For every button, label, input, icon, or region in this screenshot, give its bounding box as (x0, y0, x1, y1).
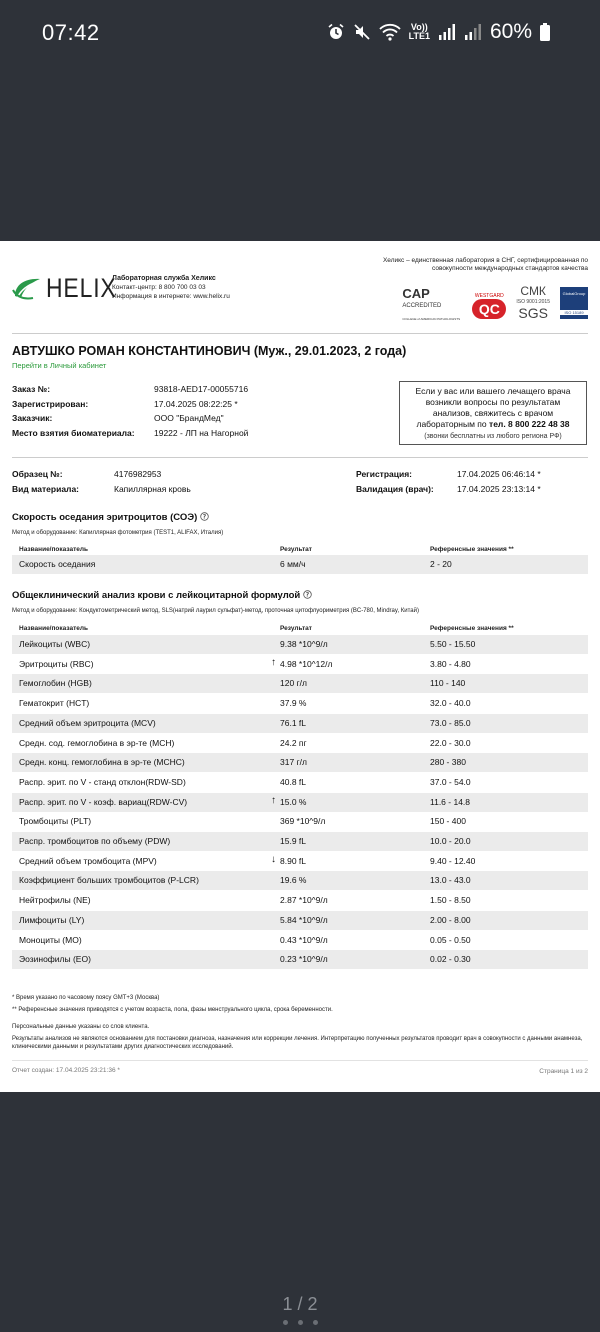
row-result: 8.90 fL (280, 855, 306, 866)
table-row (12, 891, 588, 910)
cmk-badge (516, 286, 550, 319)
row-ref: 2 - 20 (430, 559, 452, 569)
row-result: 15.0 % (280, 796, 307, 807)
cbc-method: Метод и оборудование: Кондуктометрический метод, SLS(натрий лаурил сульфат)-метод, проточная цитофлуориметрия (BC-780, Mindray, Китай) (12, 608, 419, 614)
page-indicator: 1 / 2 (282, 1294, 318, 1314)
svg-text:?: ? (305, 591, 310, 599)
row-ref: 1.50 - 8.50 (430, 895, 471, 906)
registered-value: 17.04.2025 08:22:25 * (154, 398, 238, 409)
helix-leaf-icon (12, 276, 42, 302)
reg-value: 17.04.2025 06:46:14 * (457, 469, 541, 479)
status-bar (0, 0, 600, 70)
row-name: Эозинофилы (EO) (19, 954, 91, 965)
row-result: 369 *10^9/л (280, 816, 326, 827)
customer-label: Заказчик: (12, 413, 53, 423)
callbox-line3: анализов, свяжитесь с врачом (432, 408, 554, 418)
table-row (12, 734, 588, 753)
row-result: 19.6 % (280, 875, 307, 886)
wifi-icon (379, 23, 401, 41)
valid-label: Валидация (врач): (356, 483, 434, 494)
order-labels (12, 382, 135, 440)
order-no-label: Заказ №: (12, 384, 51, 394)
page-dot[interactable] (283, 1320, 288, 1325)
registered-label: Зарегистрирован: (12, 398, 89, 409)
table-row (12, 753, 588, 772)
row-name: Скорость оседания (19, 559, 96, 569)
esr-col-ref: Референсные значения ** (430, 546, 514, 553)
cmk-label: СМК (520, 284, 546, 298)
material-value: Капиллярная кровь (114, 483, 191, 494)
gg-label: GlobalGroup (562, 291, 586, 296)
row-name: Лейкоциты (WBC) (19, 639, 91, 649)
battery-icon (540, 23, 550, 41)
table-row (12, 871, 588, 890)
patient-name: АВТУШКО РОМАН КОНСТАНТИНОВИЧ (Муж., 29.01.2023, 2 года) (12, 344, 407, 358)
page-number: Страница 1 из 2 (539, 1068, 588, 1075)
cap-badge (402, 287, 462, 319)
info-icon[interactable] (200, 512, 209, 521)
footnote-disclaimer: Результаты анализов не являются основанием для постановки диагноза, назначения или коррекции лечения. Интерпретацию полученных результатов проводит врач в совокупности с данными анамнеза, клиническими данными и результатами других диагностических исследований. (12, 1036, 583, 1050)
callbox-line2: возникли вопросы по результатам (425, 397, 561, 407)
row-result: 0.23 *10^9/л (280, 954, 328, 965)
row-name: Тромбоциты (PLT) (19, 816, 92, 827)
row-flag: ↑ (271, 794, 276, 806)
callbox-note: (звонки бесплатны из любого региона РФ) (424, 433, 562, 440)
esr-method: Метод и оборудование: Капиллярная фотометрия (TEST1, ALIFAX, Италия) (12, 530, 224, 536)
row-name: Гемоглобин (HGB) (19, 678, 92, 689)
row-name: Средний объем тромбоцита (MPV) (19, 855, 157, 866)
esr-col-result: Результат (280, 546, 312, 553)
table-row (12, 852, 588, 871)
doctor-call-box (399, 381, 587, 445)
row-flag: ↑ (271, 656, 276, 668)
table-row (12, 773, 588, 792)
volte-indicator (409, 23, 430, 41)
table-row (12, 832, 588, 851)
order-no: 93818-AED17-00055716 (154, 384, 249, 394)
page-dot[interactable] (298, 1320, 303, 1325)
signal-icon (438, 24, 456, 40)
table-row (12, 635, 588, 654)
row-name: Распр. эрит. по V - коэф. вариац(RDW-CV) (19, 796, 188, 807)
qc-top: WESTGARD (474, 293, 504, 299)
customer-value: ООО "БрандМед" (154, 413, 224, 423)
iso-plate: ISO 15189 (560, 310, 588, 315)
row-ref: 0.05 - 0.50 (430, 934, 471, 945)
row-ref: 9.40 - 12.40 (430, 855, 476, 866)
cap-sub: ACCREDITED (402, 303, 442, 309)
table-row (12, 911, 588, 930)
row-name: Распр. тромбоцитов по объему (PDW) (19, 836, 171, 846)
lab-title: Лабораторная служба Хеликс (112, 275, 216, 282)
valid-value: 17.04.2025 23:13:14 * (457, 483, 541, 494)
row-ref: 2.00 - 8.00 (430, 914, 471, 925)
helix-note: Хеликс – единственная лаборатория в СНГ, сертифицированная по совокупности международных стандартов качества (382, 257, 588, 272)
sample-values (114, 467, 191, 496)
esr-title (12, 512, 209, 523)
page-dot[interactable] (313, 1320, 318, 1325)
cap-title: CAP (402, 286, 430, 301)
row-name: Моноциты (MO) (19, 934, 82, 945)
place-label: Место взятия биоматериала: (12, 427, 135, 438)
reg-label: Регистрация: (356, 469, 413, 479)
row-result: 317 г/л (280, 757, 307, 768)
row-result: 76.1 fL (280, 717, 306, 728)
network-label: LTE1 (408, 31, 430, 41)
esr-title-text: Скорость оседания эритроцитов (СОЭ) (12, 512, 198, 523)
volte-label: Vo)) (410, 22, 428, 32)
row-flag: ↓ (271, 853, 276, 865)
row-name: Гематокрит (HCT) (19, 698, 90, 709)
westgard-badge (472, 293, 506, 319)
callbox-line1: Если у вас или вашего лечащего врача (415, 386, 571, 396)
cbc-col-name: Название/показатель (19, 625, 89, 632)
table-row (12, 931, 588, 950)
row-ref: 11.6 - 14.8 (430, 796, 471, 807)
cmk-small: ISO 9001:2015 (516, 299, 550, 305)
row-ref: 22.0 - 30.0 (430, 737, 471, 748)
cbc-col-ref: Референсные значения ** (430, 625, 514, 632)
contact-center: Контакт-центр: 8 800 700 03 03 (112, 284, 206, 291)
esr-col-name: Название/показатель (19, 546, 89, 553)
row-result: 40.8 fL (280, 776, 306, 787)
battery-percent: 60% (489, 20, 532, 43)
row-ref: 13.0 - 43.0 (430, 875, 471, 886)
cbc-title (12, 590, 312, 601)
sample-no: 4176982953 (114, 469, 162, 479)
row-result: 5.84 *10^9/л (280, 914, 328, 925)
row-name: Нейтрофилы (NE) (19, 895, 91, 906)
material-label: Вид материала: (12, 483, 80, 494)
row-result: 9.38 *10^9/л (280, 639, 328, 649)
order-divider (12, 457, 588, 458)
row-ref: 5.50 - 15.50 (430, 639, 476, 649)
sample-label: Образец №: (12, 469, 63, 479)
order-values (154, 382, 248, 440)
sample-labels (12, 467, 79, 496)
svg-text:?: ? (202, 513, 207, 521)
row-name: Распр. эрит. по V - станд отклон(RDW-SD) (19, 776, 186, 787)
qc-label: QC (472, 299, 506, 319)
table-row (12, 714, 588, 733)
cabinet-link[interactable]: Перейти в Личный кабинет (12, 361, 107, 370)
row-ref: 110 - 140 (430, 678, 466, 689)
row-result: 120 г/л (280, 678, 307, 689)
row-name: Средн. сод. гемоглобина в эр-те (MCH) (19, 737, 175, 748)
row-result: 37.9 % (280, 698, 307, 709)
table-row (12, 694, 588, 713)
logo-text: HELIX (46, 273, 117, 303)
footer-divider (12, 1060, 588, 1061)
row-ref: 0.02 - 0.30 (430, 954, 471, 965)
table-row (12, 793, 588, 812)
header-divider (12, 333, 588, 334)
table-row (12, 674, 588, 693)
signal-2-icon (464, 24, 482, 40)
row-result: 6 мм/ч (280, 559, 306, 569)
row-ref: 73.0 - 85.0 (430, 717, 471, 728)
alarm-icon (327, 23, 345, 41)
document-page (0, 241, 600, 1092)
row-name: Средний объем эритроцита (MCV) (19, 717, 156, 728)
row-name: Лимфоциты (LY) (19, 914, 85, 925)
row-result: 4.98 *10^12/л (280, 658, 333, 669)
globalgroup-badge (560, 287, 588, 319)
row-result: 15.9 fL (280, 836, 306, 846)
table-row (12, 555, 588, 574)
row-ref: 3.80 - 4.80 (430, 658, 471, 669)
validation-values (457, 467, 541, 496)
cbc-title-text: Общеклинический анализ крови с лейкоцитарной формулой (12, 590, 301, 601)
report-created: Отчет создан: 17.04.2025 23:21:36 * (12, 1067, 120, 1074)
row-ref: 10.0 - 20.0 (430, 836, 471, 846)
footnote-ref: ** Референсные значения приводятся с учетом возраста, пола, фазы менструального цикла, срока беременности. (12, 1007, 333, 1013)
place-value: 19222 - ЛП на Нагорной (154, 427, 249, 438)
row-name: Средн. конц. гемоглобина в эр-те (MCHC) (19, 757, 185, 768)
table-row (12, 950, 588, 969)
callbox-phone[interactable]: тел. 8 800 222 48 38 (489, 419, 570, 429)
validation-labels (356, 467, 434, 496)
row-result: 0.43 *10^9/л (280, 934, 328, 945)
table-row (12, 655, 588, 674)
row-ref: 150 - 400 (430, 816, 466, 827)
row-name: Коэффициент больших тромбоцитов (P-LCR) (19, 875, 199, 886)
cap-small: COLLEGE of AMERICAN PATHOLOGISTS (402, 317, 461, 321)
footnote-personal: Персональные данные указаны со слов клиента. (12, 1024, 150, 1030)
callbox-line4: лабораторным по (416, 419, 487, 429)
table-row (12, 812, 588, 831)
certification-badges (402, 286, 588, 319)
row-ref: 37.0 - 54.0 (430, 776, 471, 787)
cbc-col-result: Результат (280, 625, 312, 632)
row-ref: 32.0 - 40.0 (430, 698, 471, 709)
footnote-time: * Время указано по часовому поясу GMT+3 (Москва) (12, 995, 160, 1001)
mute-icon (353, 23, 371, 41)
row-result: 24.2 пг (280, 737, 307, 748)
lab-info (112, 274, 230, 301)
status-icons (327, 20, 550, 44)
sgs-label: SGS (518, 305, 548, 321)
row-result: 2.87 *10^9/л (280, 895, 328, 906)
page-dots (0, 1320, 600, 1325)
status-time: 07:42 (42, 20, 100, 45)
row-name: Эритроциты (RBC) (19, 658, 94, 669)
info-icon[interactable] (303, 590, 312, 599)
row-ref: 280 - 380 (430, 757, 466, 768)
internet-info: Информация в интернете: www.helix.ru (112, 293, 230, 300)
